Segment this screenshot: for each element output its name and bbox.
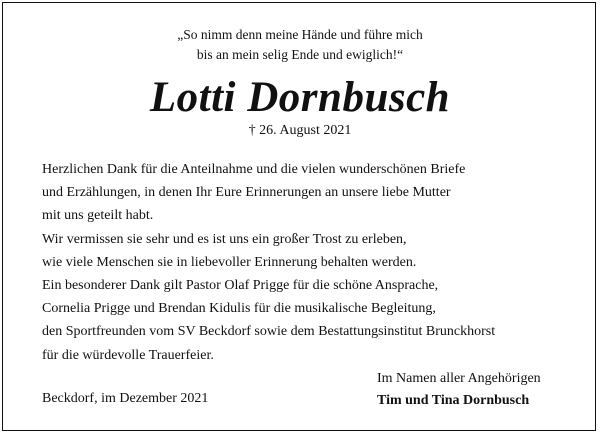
- signature-intro: Im Namen aller Angehörigen: [377, 371, 541, 386]
- text-line: mit uns geteilt habt.: [42, 208, 154, 224]
- text-line: und Erzählungen, in denen Ihr Eure Erinnerungen an unsere liebe Mutter: [42, 185, 451, 201]
- text-line: Cornelia Prigge und Brendan Kidulis für die musikalische Begleitung,: [42, 301, 436, 317]
- text-line: für die würdevolle Trauerfeier.: [42, 347, 214, 363]
- text-line: Wir vermissen sie sehr und es ist uns ein großer Trost zu erleben,: [42, 231, 407, 247]
- text-line: Ein besonderer Dank gilt Pastor Olaf Prigge für die schöne Ansprache,: [42, 278, 439, 294]
- place-and-date: Beckdorf, im Dezember 2021: [42, 391, 209, 406]
- death-date: † 26. August 2021: [248, 123, 352, 138]
- text-line: den Sportfreunden vom SV Beckdorf sowie dem Bestattungsinstitut Brunckhorst: [42, 324, 496, 340]
- epigraph-quote: [0, 25, 600, 65]
- signature-block: [377, 368, 541, 412]
- text-line: Herzlichen Dank für die Anteilnahme und die vielen wunderschönen Briefe: [42, 162, 466, 177]
- quote-line: „So nimm denn meine Hände und führe mich: [177, 27, 423, 42]
- quote-line: bis an mein selig Ende und ewiglich!“: [196, 47, 404, 62]
- thanks-text: [42, 158, 572, 367]
- deceased-name: Lotti Dornbusch: [149, 74, 451, 121]
- text-line: wie viele Menschen sie in liebevoller Erinnerung behalten werden.: [42, 254, 417, 270]
- signature-names: Tim und Tina Dornbusch: [377, 393, 530, 408]
